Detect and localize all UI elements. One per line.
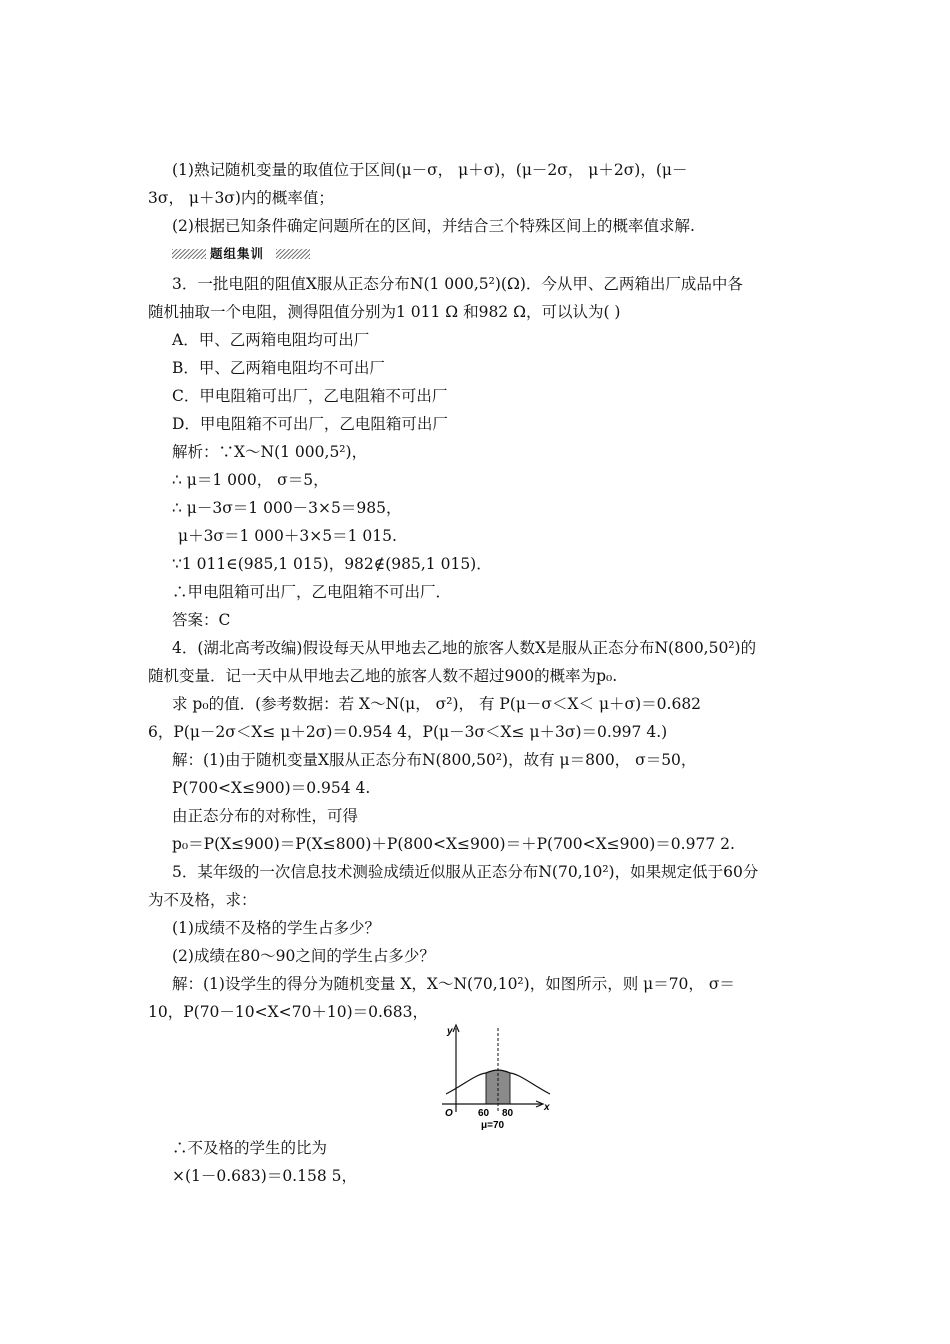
origin-label: O — [445, 1108, 453, 1119]
p3-option-c: C．甲电阻箱可出厂，乙电阻箱不可出厂 — [172, 387, 448, 405]
p4-line-1: 4．(湖北高考改编)假设每天从甲地去乙地的旅客人数X是服从正态分布N(800,50²)的 — [172, 639, 757, 657]
p5-question-1: (1)成绩不及格的学生占多少？ — [172, 919, 380, 937]
hatch-left-decoration — [172, 249, 206, 259]
p3-option-d: D．甲电阻箱不可出厂，乙电阻箱可出厂 — [172, 415, 448, 433]
tip-line-1: (1)熟记随机变量的取值位于区间(μ－σ， μ＋σ)，(μ－2σ， μ＋2σ)，(μ－ — [172, 161, 688, 179]
tick-60-label: 60 — [478, 1108, 490, 1119]
p3-solution-5: ∵1 011∈(985,1 015)，982∉(985,1 015)． — [172, 555, 492, 573]
p3-solution-4: μ＋3σ＝1 000＋3×5＝1 015. — [178, 527, 397, 545]
p5-question-2: (2)成绩在80～90之间的学生占多少？ — [172, 947, 435, 965]
mean-label: μ=70 — [481, 1120, 505, 1130]
p4-solution-2: P(700<X≤900)＝0.954 4. — [172, 779, 371, 797]
p3-option-b: B．甲、乙两箱电阻均不可出厂 — [172, 359, 385, 377]
p5-line-2: 为不及格，求： — [148, 891, 257, 909]
p3-solution-1: 解析：∵X～N(1 000,5²)， — [172, 443, 368, 461]
p5-solution-1: 解：(1)设学生的得分为随机变量 X，X～N(70,10²)，如图所示，则 μ＝70， σ＝ — [172, 975, 735, 993]
conclusion-line-1: ∴不及格的学生的比为 — [172, 1139, 328, 1157]
tick-80-label: 80 — [502, 1108, 514, 1119]
section-title: 题组集训 — [210, 246, 265, 261]
p3-answer: 答案：C — [172, 611, 231, 629]
p3-solution-2: ∴ μ＝1 000， σ＝5， — [172, 471, 329, 489]
tip-line-3: (2)根据已知条件确定问题所在的区间，并结合三个特殊区间上的概率值求解. — [172, 217, 695, 235]
p3-line-2: 随机抽取一个电阻，测得阻值分别为1 011 Ω 和982 Ω，可以认为( ) — [148, 303, 621, 321]
p5-line-1: 5．某年级的一次信息技术测验成绩近似服从正态分布N(70,10²)，如果规定低于60分 — [172, 863, 759, 881]
p3-line-1: 3．一批电阻的阻值X服从正态分布N(1 000,5²)(Ω)．今从甲、乙两箱出厂成品中各 — [172, 275, 743, 293]
p5-solution-2: 10，P(70－10<X<70＋10)＝0.683， — [148, 1003, 429, 1021]
p4-line-2: 随机变量．记一天中从甲地去乙地的旅客人数不超过900的概率为p₀. — [148, 667, 618, 685]
x-axis-label: x — [544, 1102, 550, 1113]
p4-solution-3: 由正态分布的对称性，可得 — [172, 807, 359, 825]
p4-line-3: 求 p₀的值．(参考数据：若 X～N(μ， σ²)， 有 P(μ－σ＜X＜ μ＋σ)＝0.682 — [172, 695, 702, 713]
normal-curve-figure — [432, 1022, 562, 1130]
p4-line-4: 6，P(μ－2σ＜X≤ μ＋2σ)＝0.954 4，P(μ－3σ＜X≤ μ＋3σ)＝0.997 4.) — [148, 723, 668, 741]
p4-solution-4: p₀＝P(X≤900)＝P(X≤800)＋P(800<X≤900)＝＋P(700<X≤900)＝0.977 2. — [172, 835, 735, 853]
p4-solution-1: 解：(1)由于随机变量X服从正态分布N(800,50²)，故有 μ＝800， σ＝50， — [172, 751, 697, 769]
tip-line-2: 3σ， μ＋3σ)内的概率值； — [148, 189, 334, 207]
hatch-right-decoration — [276, 249, 310, 259]
p3-option-a: A．甲、乙两箱电阻均可出厂 — [172, 331, 370, 349]
section-header — [172, 246, 320, 262]
conclusion-line-2: ×(1－0.683)＝0.158 5， — [172, 1167, 357, 1185]
p3-solution-3: ∴ μ－3σ＝1 000－3×5＝985， — [172, 499, 402, 517]
p3-solution-6: ∴甲电阻箱可出厂，乙电阻箱不可出厂． — [172, 583, 452, 601]
y-axis-label: y — [447, 1026, 453, 1037]
